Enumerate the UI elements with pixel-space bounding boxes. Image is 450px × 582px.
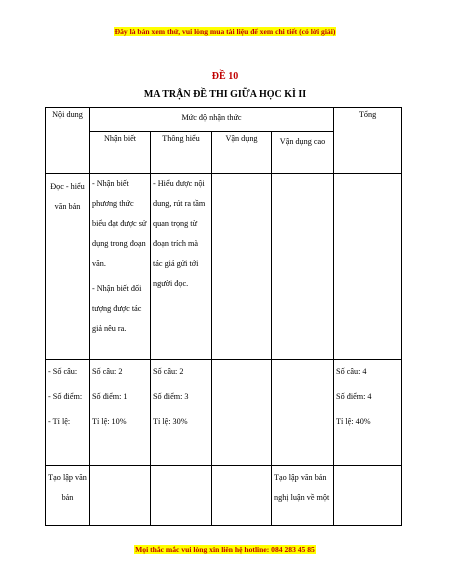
cell-tao-lap-nhan-biet (90, 466, 151, 526)
thong-hieu-item: - Hiểu được nội dung, rút ra tầm quan trọng từ đoạn trích mà tác giả gửi tới người đọc. (153, 179, 206, 288)
cell-tao-lap-tong (334, 466, 402, 526)
header-thong-hieu: Thông hiểu (151, 132, 212, 174)
header-nhan-biet: Nhận biết (90, 132, 151, 174)
tong-so-diem: Số điểm: 4 (336, 392, 372, 401)
header-van-dung-cao: Vận dụng cao (272, 132, 334, 174)
cell-stats-van-dung (212, 360, 272, 466)
header-noi-dung: Nội dung (46, 108, 90, 174)
cell-stats-van-dung-cao (272, 360, 334, 466)
label-so-cau: - Số câu: (48, 367, 78, 376)
hotline-notice-text: Mọi thắc mắc vui lòng xin liên hệ hotline: 084 283 45 85 (135, 545, 315, 554)
nhan-biet-item-1: - Nhận biết phương thức biểu đạt được sử dụng trong đoạn văn. (92, 179, 147, 268)
document-title: MA TRẬN ĐỀ THI GIỮA HỌC KÌ II (143, 89, 307, 100)
header-muc-do-nhan-thuc: Mức độ nhận thức (90, 108, 334, 132)
exam-matrix-table (45, 107, 402, 526)
cell-doc-hieu-tong (334, 174, 402, 360)
cell-doc-hieu-thong-hieu (151, 174, 212, 360)
cell-stats-tong (334, 360, 402, 466)
nhan-biet-item-2: - Nhận biết đối tượng được tác giả nêu ra. (92, 284, 142, 333)
tong-so-cau: Số câu: 4 (336, 367, 367, 376)
nb-ti-le: Tỉ lệ: 10% (92, 417, 127, 426)
table-row (46, 360, 402, 466)
preview-notice-banner (0, 27, 450, 36)
th-so-cau: Số câu: 2 (153, 367, 184, 376)
table-row (46, 174, 402, 360)
th-ti-le: Tỉ lệ: 30% (153, 417, 188, 426)
row-label-so-cau-diem-tile (46, 360, 90, 466)
tong-ti-le: Tỉ lệ: 40% (336, 417, 371, 426)
cell-doc-hieu-van-dung (212, 174, 272, 360)
cell-doc-hieu-van-dung-cao (272, 174, 334, 360)
cell-stats-thong-hieu (151, 360, 212, 466)
exam-number-heading: ĐỀ 10 (211, 71, 239, 82)
th-so-diem: Số điểm: 3 (153, 392, 189, 401)
nb-so-cau: Số câu: 2 (92, 367, 123, 376)
table-row (46, 466, 402, 526)
header-van-dung: Vận dụng (212, 132, 272, 174)
nb-so-diem: Số điểm: 1 (92, 392, 128, 401)
header-tong: Tổng (334, 108, 402, 174)
preview-notice-text: Đây là bản xem thử, vui lòng mua tài liệu để xem chi tiết (có lời giải) (114, 27, 336, 36)
cell-tao-lap-van-dung (212, 466, 272, 526)
cell-tao-lap-van-dung-cao: Tạo lập văn bản nghị luận về một (272, 466, 334, 526)
cell-tao-lap-thong-hieu (151, 466, 212, 526)
label-so-diem: - Số điểm: (48, 392, 83, 401)
label-ti-le: - Tỉ lệ: (48, 417, 71, 426)
hotline-notice-banner (0, 545, 450, 554)
row-label-doc-hieu: Đọc - hiểu văn bản (46, 174, 90, 360)
cell-doc-hieu-nhan-biet (90, 174, 151, 360)
cell-stats-nhan-biet (90, 360, 151, 466)
row-label-tao-lap: Tạo lập văn bản (46, 466, 90, 526)
